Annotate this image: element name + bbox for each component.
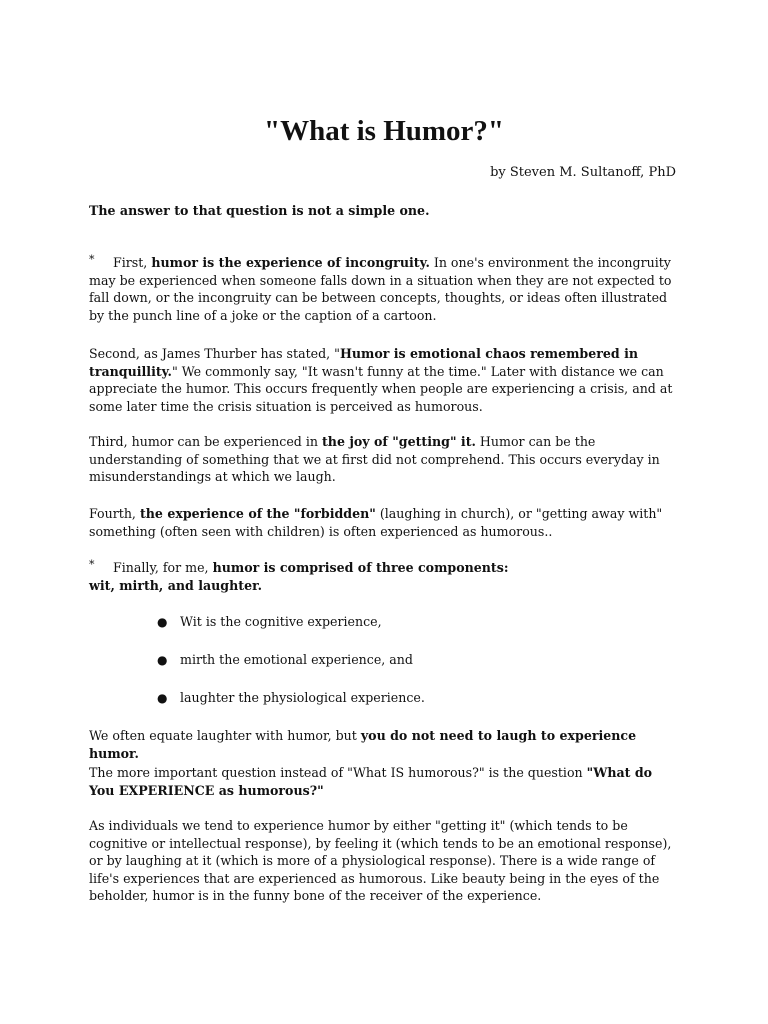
paragraph-first-lead: First,	[113, 255, 152, 270]
paragraph-second	[89, 345, 679, 415]
paragraph-finally-components: wit, mirth, and laughter.	[89, 577, 262, 593]
list-item	[157, 613, 382, 632]
list-item	[157, 651, 413, 670]
bullet-icon: ●	[157, 615, 168, 629]
paragraph-question	[89, 764, 679, 799]
paragraph-first-emphasis: humor is the experience of incongruity.	[151, 255, 430, 270]
paragraph-third	[89, 433, 679, 486]
document-byline: by Steven M. Sultanoff, PhD	[490, 165, 676, 180]
document-title: "What is Humor?"	[263, 115, 505, 147]
asterisk-marker-icon: *	[89, 253, 95, 266]
bullet-icon: ●	[157, 691, 168, 705]
list-item-text: Wit is the cognitive experience,	[180, 614, 382, 629]
paragraph-laughter	[89, 727, 679, 762]
paragraph-fourth-emphasis: the experience of the "forbidden"	[139, 506, 376, 521]
paragraph-third-body: Humor can be the understanding of something that we at first did not comprehend. This occurs everyday in misunderstandings at which we laugh.	[89, 434, 660, 484]
intro-paragraph	[89, 202, 679, 220]
asterisk-marker-icon: *	[89, 558, 95, 571]
paragraph-finally-emphasis: humor is comprised of three components:	[212, 560, 509, 575]
paragraph-second-lead: Second, as James Thurber has stated, "	[89, 346, 340, 361]
paragraph-second-emphasis: Humor is emotional chaos remembered in tranquillity.	[89, 346, 639, 379]
intro-text: The answer to that question is not a simple one.	[89, 203, 430, 218]
paragraph-finally	[89, 559, 679, 594]
paragraph-fourth-body: (laughing in church), or "getting away with" something (often seen with children) is often experienced as humorous..	[89, 506, 663, 539]
paragraph-fourth-lead: Fourth,	[89, 506, 140, 521]
paragraph-first	[89, 254, 679, 324]
paragraph-finally-lead: Finally, for me,	[113, 560, 213, 575]
paragraph-first-body: In one's environment the incongruity may be experienced when someone falls down in a situation when they are not expected to fall down, or the incongruity can be between concepts, thoughts, or ideas often illustrated by the punch line of a joke or the caption of a cartoon.	[89, 255, 672, 323]
paragraph-third-emphasis: the joy of "getting" it.	[321, 434, 476, 449]
list-item-text: mirth the emotional experience, and	[180, 652, 413, 667]
paragraph-fourth	[89, 505, 679, 540]
paragraph-closing: As individuals we tend to experience humor by either "getting it" (which tends to be cognitive or intellectual response), by feeling it (which tends to be an emotional response), or by laughing at it (which is more of a physiological response). There is a wide range of life's experiences that are experienced as humorous. Like beauty being in the eyes of the beholder, humor is in the funny bone of the receiver of the experience.	[89, 818, 672, 903]
bullet-icon: ●	[157, 653, 168, 667]
paragraph-question-lead: The more important question instead of "What IS humorous?" is the question	[89, 765, 587, 780]
list-item	[157, 689, 425, 708]
paragraph-third-lead: Third, humor can be experienced in	[89, 434, 322, 449]
paragraph-laughter-lead: We often equate laughter with humor, but	[89, 728, 361, 743]
paragraph-question-emphasis: "What do You EXPERIENCE as humorous?"	[89, 765, 653, 798]
paragraph-laughter-emphasis: you do not need to laugh to experience humor.	[89, 728, 637, 761]
list-item-text: laughter the physiological experience.	[180, 690, 425, 705]
paragraph-second-body: " We commonly say, "It wasn't funny at the time." Later with distance we can appreciate the humor. This occurs frequently when people are experiencing a crisis, and at some later time the crisis situation is perceived as humorous.	[89, 363, 673, 414]
